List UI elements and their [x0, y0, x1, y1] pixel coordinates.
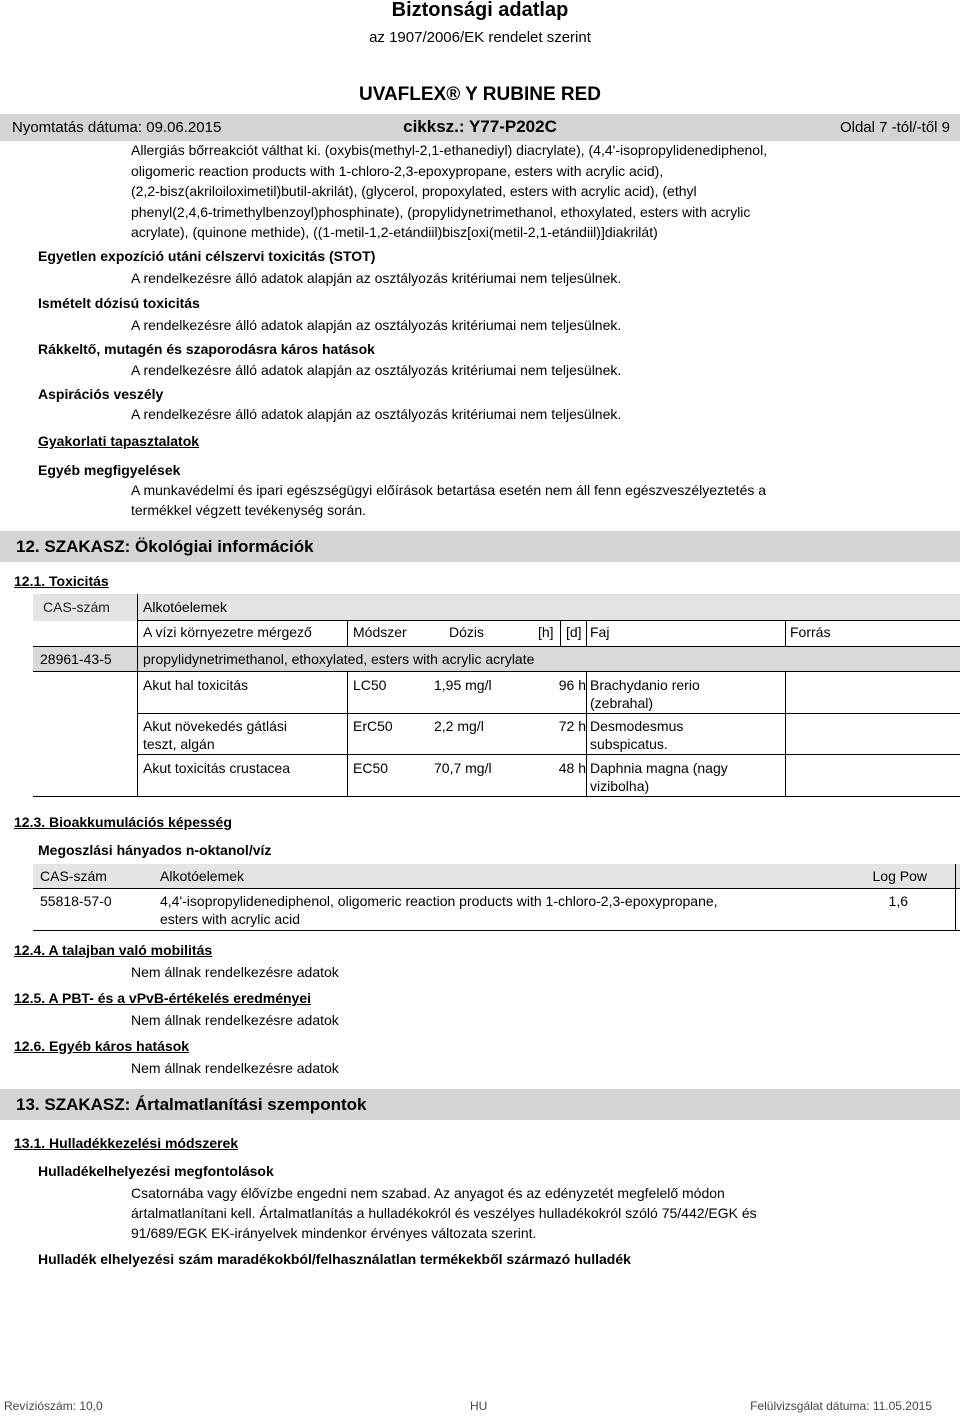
endpoint: Akut hal toxicitás: [143, 677, 249, 693]
section-13-bar: [0, 1089, 960, 1120]
waste-code-heading: Hulladék elhelyezési szám maradékokból/felhasználatlan termékekből származó hulladék: [38, 1251, 631, 1267]
method: EC50: [353, 760, 389, 776]
product-name: UVAFLEX® Y RUBINE RED: [358, 84, 602, 105]
subsection-13-1-heading: 13.1. Hulladékkezelési módszerek: [14, 1135, 239, 1151]
table-divider: [347, 620, 348, 646]
table-divider: [33, 796, 960, 797]
other-observations-text-line2: termékkel végzett tevékenység során.: [131, 502, 367, 518]
hours: 48 h: [558, 760, 586, 776]
document-subtitle: az 1907/2006/EK rendelet szerint: [369, 29, 591, 46]
header-info-bar: [0, 114, 960, 141]
table-divider: [586, 620, 587, 646]
col-header-aquatic-toxicity: A vízi környezetre mérgező: [143, 624, 312, 640]
item-number: cikksz.: Y77-P202C: [403, 117, 557, 136]
repeated-dose-heading: Ismételt dózisú toxicitás: [38, 295, 200, 311]
logpow-cas: 55818-57-0: [40, 893, 112, 909]
stot-single-heading: Egyetlen expozíció utáni célszervi toxicitás (STOT): [38, 248, 376, 264]
species: Daphnia magna (nagy: [590, 760, 728, 776]
disposal-text-line3: 91/689/EGK EK-irányelvek mindenkor érvényes változata szerint.: [131, 1225, 537, 1241]
aspiration-text: A rendelkezésre álló adatok alapján az osztályozás kritériumai nem teljesülnek.: [131, 406, 622, 422]
col-header-logpow: Log Pow: [872, 868, 927, 884]
table-divider: [347, 671, 348, 796]
subsection-12-6-text: Nem állnak rendelkezésre adatok: [131, 1060, 339, 1076]
aspiration-heading: Aspirációs veszély: [38, 386, 164, 402]
table-divider: [955, 864, 956, 931]
col-header-component: Alkotóelemek: [143, 599, 228, 615]
practical-experience-heading: Gyakorlati tapasztalatok: [38, 433, 200, 449]
substance-cas: 28961-43-5: [40, 651, 112, 667]
method: LC50: [353, 677, 387, 693]
subsection-12-5-text: Nem állnak rendelkezésre adatok: [131, 1012, 339, 1028]
col-header-species: Faj: [590, 624, 610, 640]
subsection-12-4-text: Nem állnak rendelkezésre adatok: [131, 964, 339, 980]
table-divider: [586, 671, 587, 796]
disposal-text-line1: Csatornába vagy élővízbe engedni nem szabad. Az anyagot és az edényzetét megfelelő módon: [131, 1185, 725, 1201]
cmr-heading: Rákkeltő, mutagén és szaporodásra káros hatások: [38, 341, 375, 357]
species-line2: (zebrahal): [590, 695, 654, 711]
revision-number: Revíziószám: 10,0: [4, 1399, 103, 1413]
cmr-text: A rendelkezésre álló adatok alapján az osztályozás kritériumai nem teljesülnek.: [131, 362, 622, 378]
hours: 72 h: [558, 718, 586, 734]
logpow-substance-name-line2: esters with acrylic acid: [160, 911, 301, 927]
col-header-days: [d]: [566, 624, 582, 640]
table-divider: [785, 620, 786, 646]
col-header-dose: Dózis: [449, 624, 485, 640]
table-divider: [137, 671, 138, 796]
endpoint-line2: teszt, algán: [143, 736, 215, 752]
col-header-source: Forrás: [790, 624, 831, 640]
table-divider: [33, 930, 960, 931]
allergy-text-line1: Allergiás bőrreakciót válthat ki. (oxybis(methyl-2,1-ethanediyl) diacrylate), (4,4'-isopropylidenediphenol,: [131, 142, 768, 158]
page-number: Oldal 7 -tól/-től 9: [839, 119, 950, 136]
subsection-12-4-heading: 12.4. A talajban való mobilitás: [14, 942, 213, 958]
col-header-cas: CAS-szám: [43, 599, 110, 615]
logpow-value: 1,6: [888, 893, 908, 909]
other-observations-text-line1: A munkavédelmi és ipari egészségügyi előírások betartása esetén nem áll fenn egészveszélyeztetés a: [131, 482, 767, 498]
col-header-method: Módszer: [353, 624, 407, 640]
subsection-12-5-heading: 12.5. A PBT- és a vPvB-értékelés eredményei: [14, 990, 312, 1006]
table-divider: [33, 671, 960, 672]
col-header-cas: CAS-szám: [40, 868, 107, 884]
allergy-text-line4: phenyl(2,4,6-trimethylbenzoyl)phosphinate), (propylidynetrimethanol, ethoxylated, esters with acrylic: [131, 204, 751, 220]
allergy-text-line5: acrylate), (quinone methide), ((1-metil-1,2-etándiil)bisz[oxi(metil-2,1-etándiil)]diakrilát): [131, 224, 658, 240]
allergy-text-line3: (2,2-bisz(akriloiloximetil)butil-akrilát), (glycerol, propoxylated, esters with acrylic acid), (ethyl: [131, 183, 697, 199]
table-divider: [560, 620, 561, 646]
species-line2: vizibolha): [590, 778, 650, 794]
table-divider: [137, 647, 138, 671]
endpoint: Akut növekedés gátlási: [143, 718, 287, 734]
dose: 70,7 mg/l: [434, 760, 492, 776]
table-divider: [785, 671, 786, 796]
section-13-title: 13. SZAKASZ: Ártalmatlanítási szempontok: [16, 1095, 367, 1114]
table-divider: [137, 754, 960, 755]
print-date: Nyomtatás dátuma: 09.06.2015: [12, 119, 222, 136]
species: Brachydanio rerio: [590, 677, 700, 693]
other-observations-heading: Egyéb megfigyelések: [38, 462, 181, 478]
table-divider: [33, 888, 960, 889]
subsection-12-1-heading: 12.1. Toxicitás: [14, 573, 109, 589]
endpoint: Akut toxicitás crustacea: [143, 760, 291, 776]
dose: 1,95 mg/l: [434, 677, 492, 693]
logpow-substance-name: 4,4'-isopropylidenediphenol, oligomeric reaction products with 1-chloro-2,3-epoxypropane,: [160, 893, 718, 909]
section-12-bar: [0, 531, 960, 562]
species-line2: subspicatus.: [590, 736, 668, 752]
allergy-text-line2: oligomeric reaction products with 1-chloro-2,3-epoxypropane, esters with acrylic acid),: [131, 163, 664, 179]
subsection-12-6-heading: 12.6. Egyéb káros hatások: [14, 1038, 190, 1054]
review-date: Felülvizsgálat dátuma: 11.05.2015: [750, 1399, 932, 1413]
method: ErC50: [353, 718, 393, 734]
disposal-considerations-heading: Hulladékelhelyezési megfontolások: [38, 1163, 274, 1179]
stot-single-text: A rendelkezésre álló adatok alapján az osztályozás kritériumai nem teljesülnek.: [131, 270, 622, 286]
dose: 2,2 mg/l: [434, 718, 484, 734]
col-header-component: Alkotóelemek: [160, 868, 245, 884]
substance-name: propylidynetrimethanol, ethoxylated, esters with acrylic acrylate: [143, 651, 535, 667]
table-divider: [137, 713, 960, 714]
language-code: HU: [470, 1399, 488, 1413]
species: Desmodesmus: [590, 718, 684, 734]
partition-coefficient-heading: Megoszlási hányados n-oktanol/víz: [38, 842, 272, 858]
disposal-text-line2: ártalmatlanítani kell. Ártalmatlanítás a hulladékokról és veszélyes hulladékokról szóló 75/442/EGK és: [131, 1205, 757, 1221]
repeated-dose-text: A rendelkezésre álló adatok alapján az osztályozás kritériumai nem teljesülnek.: [131, 317, 622, 333]
table-divider: [137, 620, 960, 621]
subsection-12-3-heading: 12.3. Bioakkumulációs képesség: [14, 814, 232, 830]
document-title: Biztonsági adatlap: [391, 0, 569, 21]
section-12-title: 12. SZAKASZ: Ökológiai információk: [16, 537, 314, 556]
col-header-hours: [h]: [538, 624, 554, 640]
hours: 96 h: [558, 677, 586, 693]
